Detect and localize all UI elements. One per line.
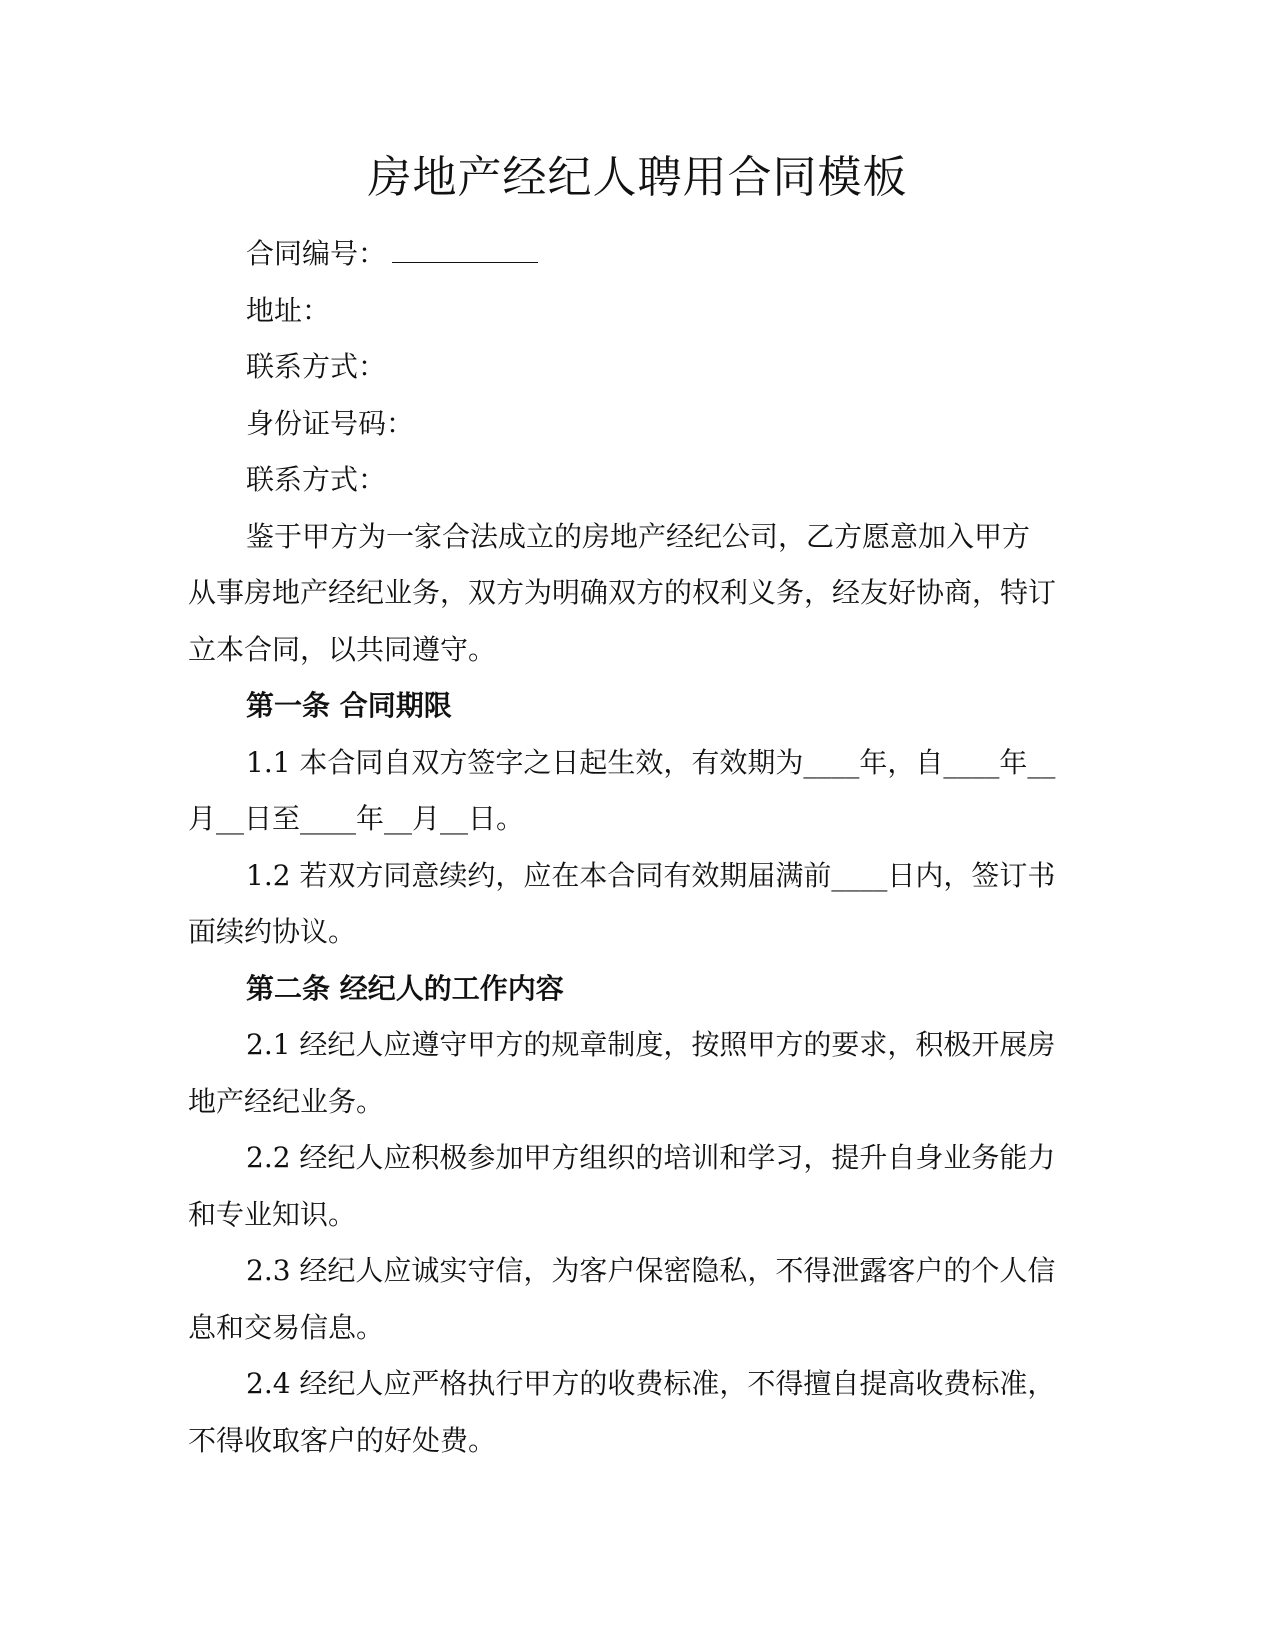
clause-2-1: 2.1 经纪人应遵守甲方的规章制度，按照甲方的要求，积极开展房地产经纪业务。 xyxy=(188,1028,1056,1118)
address-line: 地址： xyxy=(246,293,331,327)
contract-number-label: 合同编号： xyxy=(246,237,387,270)
contract-number-blank xyxy=(392,236,538,263)
clause-2-4: 2.4 经纪人应严格执行甲方的收费标准，不得擅自提高收费标准，不得收取客户的好处费。 xyxy=(188,1367,1056,1457)
document-body xyxy=(188,226,1056,1469)
clause-1-2: 1.2 若双方同意续约，应在本合同有效期届满前____日内，签订书面续约协议。 xyxy=(188,858,1056,948)
clause-2-3: 2.3 经纪人应诚实守信，为客户保密隐私，不得泄露客户的个人信息和交易信息。 xyxy=(188,1254,1056,1344)
document-title: 房地产经纪人聘用合同模板 xyxy=(367,152,908,203)
article-1-heading: 第一条 合同期限 xyxy=(246,689,452,722)
id-number-line: 身份证号码： xyxy=(246,406,415,440)
clause-1-1: 1.1 本合同自双方签字之日起生效，有效期为____年，自____年__月__日至____年__月__日。 xyxy=(188,745,1056,835)
article-2-heading: 第二条 经纪人的工作内容 xyxy=(246,971,564,1005)
contact-line-1: 联系方式： xyxy=(246,350,387,383)
clause-2-2: 2.2 经纪人应积极参加甲方组织的培训和学习，提升自身业务能力和专业知识。 xyxy=(188,1141,1056,1231)
contact-line-2: 联系方式： xyxy=(246,463,387,496)
contract-number-line xyxy=(188,226,1056,283)
preamble-paragraph: 鉴于甲方为一家合法成立的房地产经纪公司，乙方愿意加入甲方从事房地产经纪业务，双方为明确双方的权利义务，经友好协商，特订立本合同，以共同遵守。 xyxy=(188,519,1057,666)
